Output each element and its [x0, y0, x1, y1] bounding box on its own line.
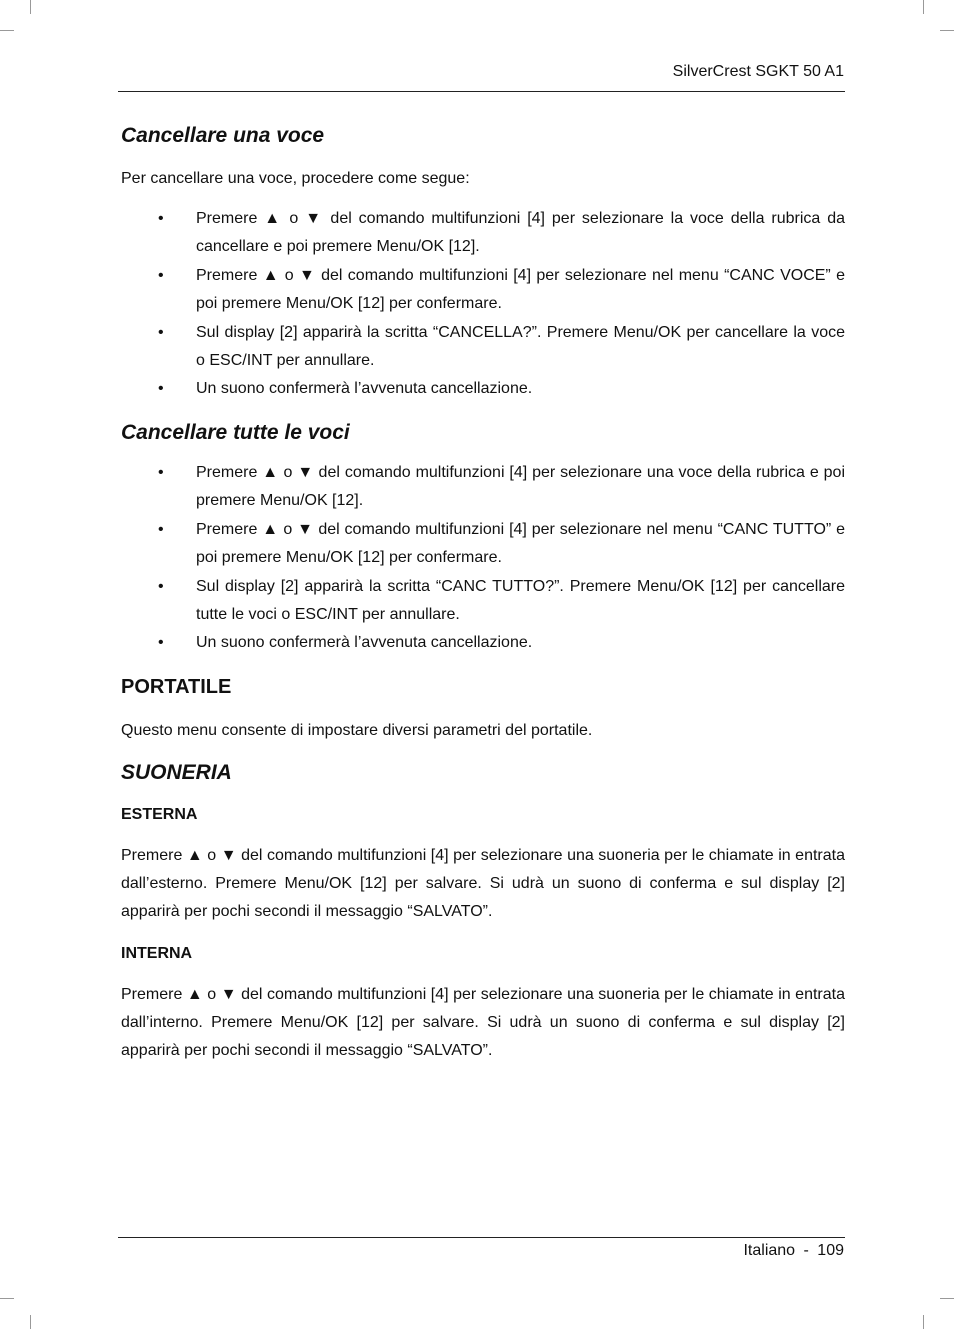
- bullet: •: [158, 634, 164, 651]
- footer-separator: -: [803, 1242, 809, 1259]
- intro-text: Questo menu consente di impostare diversi parametri del portatile.: [121, 722, 593, 739]
- crop-mark: [0, 30, 14, 31]
- crop-mark: [940, 30, 954, 31]
- interna-text: Premere ▲ o ▼ del comando multifunzioni [4] per selezionare una suoneria per le chiamate in entrata dall’interno. Premere Menu/OK [12] per salvare. Si udrà un suono di conferma e sul display [2] apparirà per pochi secondi il messaggio “SALVATO”.: [121, 986, 845, 1059]
- list-item: • Premere ▲ o ▼ del comando multifunzioni [4] per selezionare una voce della rubrica e poi premere Menu/OK [12].: [121, 459, 845, 515]
- subsection-title-esterna: ESTERNA: [121, 806, 198, 823]
- bullet: •: [158, 210, 164, 227]
- list-item: • Premere ▲ o ▼ del comando multifunzioni [4] per selezionare la voce della rubrica da cancellare e poi premere Menu/OK [12].: [121, 205, 845, 261]
- crop-mark: [0, 1298, 14, 1299]
- esterna-text: Premere ▲ o ▼ del comando multifunzioni [4] per selezionare una suoneria per le chiamate in entrata dall’esterno. Premere Menu/OK [12] per salvare. Si udrà un suono di conferma e sul display [2] apparirà per pochi secondi il messaggio “SALVATO”.: [121, 847, 845, 920]
- footer-language: Italiano: [743, 1242, 796, 1259]
- crop-mark: [30, 1315, 31, 1329]
- bullet: •: [158, 380, 164, 397]
- crop-mark: [923, 1315, 924, 1329]
- page-number: 109: [817, 1242, 844, 1259]
- section-title-suoneria: SUONERIA: [121, 761, 232, 784]
- list-item: • Premere ▲ o ▼ del comando multifunzioni [4] per selezionare nel menu “CANC VOCE” e poi premere Menu/OK [12] per confermare.: [121, 262, 845, 318]
- section-title-cancellare-tutte: Cancellare tutte le voci: [121, 421, 350, 444]
- list-item: • Un suono confermerà l’avvenuta cancellazione.: [121, 629, 845, 657]
- bullet: •: [158, 267, 164, 284]
- subsection-title-interna: INTERNA: [121, 945, 193, 962]
- bullet-list: [121, 205, 845, 403]
- header-rule: [118, 91, 845, 92]
- header-title: SilverCrest SGKT 50 A1: [672, 63, 844, 80]
- list-item: • Sul display [2] apparirà la scritta “CANCELLA?”. Premere Menu/OK per cancellare la voce o ESC/INT per annullare.: [121, 319, 845, 375]
- section-title-portatile: PORTATILE: [121, 676, 232, 698]
- bullet: •: [158, 324, 164, 341]
- intro-text: Per cancellare una voce, procedere come segue:: [121, 170, 470, 187]
- list-item: • Un suono confermerà l’avvenuta cancellazione.: [121, 375, 845, 403]
- crop-mark: [923, 0, 924, 14]
- bullet-list: [121, 459, 845, 657]
- footer: [743, 1242, 844, 1260]
- crop-mark: [940, 1298, 954, 1299]
- bullet: •: [158, 464, 164, 481]
- list-item: • Sul display [2] apparirà la scritta “CANC TUTTO?”. Premere Menu/OK [12] per cancellare tutte le voci o ESC/INT per annullare.: [121, 573, 845, 629]
- crop-mark: [30, 0, 31, 14]
- page-content: [121, 120, 845, 1065]
- list-item: • Premere ▲ o ▼ del comando multifunzioni [4] per selezionare nel menu “CANC TUTTO” e poi premere Menu/OK [12] per confermare.: [121, 516, 845, 572]
- footer-rule: [118, 1237, 845, 1238]
- bullet: •: [158, 578, 164, 595]
- bullet: •: [158, 521, 164, 538]
- section-title-cancellare-voce: Cancellare una voce: [121, 124, 325, 147]
